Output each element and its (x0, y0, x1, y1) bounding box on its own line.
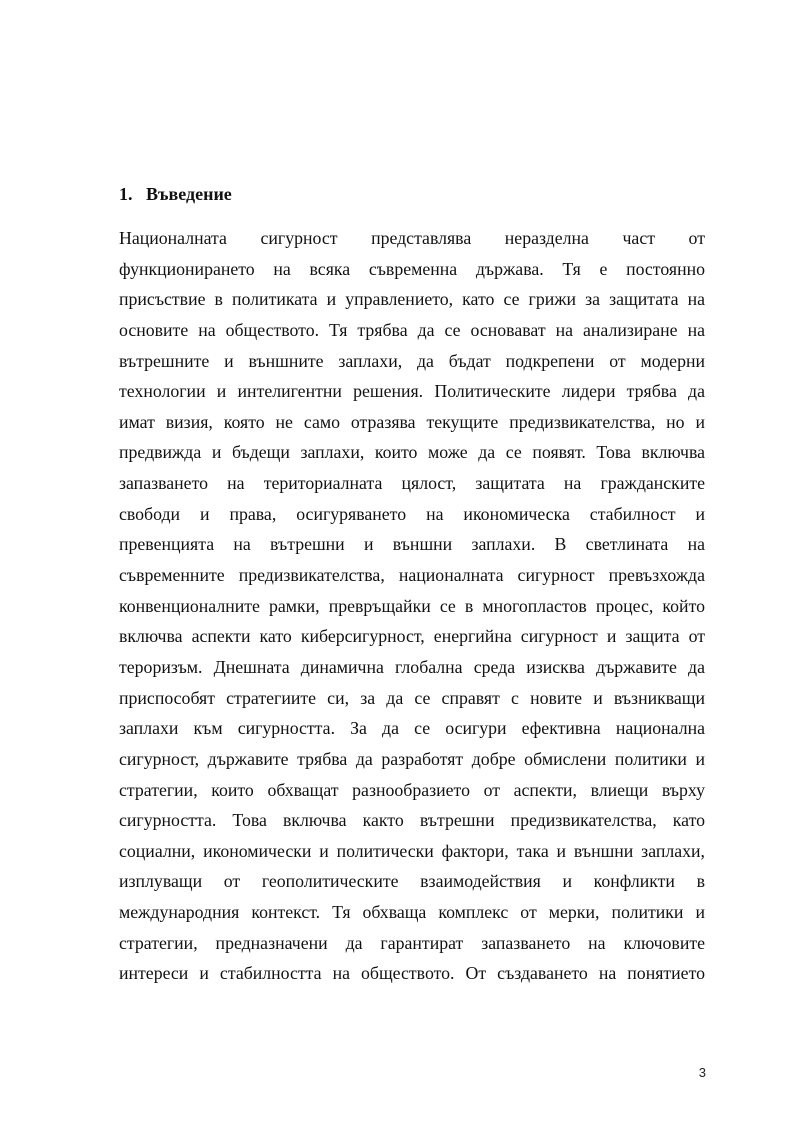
paragraph-line: стратегии, предназначени да гарантират запазването на ключовите (119, 932, 705, 953)
section-heading (119, 179, 232, 209)
paragraph-line: свободи и права, осигуряването на икономическа стабилност и (119, 503, 705, 524)
paragraph-line: основите на обществото. Тя трябва да се основават на анализиране на (119, 319, 705, 340)
body-paragraph (119, 223, 705, 989)
paragraph-line: присъствие в политиката и управлението, като се грижи за защитата на (119, 289, 705, 310)
paragraph-line: вътрешните и външните заплахи, да бъдат подкрепени от модерни (119, 350, 705, 371)
paragraph-line: заплахи към сигурността. За да се осигури ефективна национална (119, 718, 705, 739)
paragraph-line: технологии и интелигентни решения. Политическите лидери трябва да (119, 381, 705, 402)
page-number: 3 (698, 1065, 706, 1080)
paragraph-line: конвенционалните рамки, превръщайки се в многопластов процес, който (119, 595, 705, 616)
paragraph-line: функционирането на всяка съвременна държава. Тя е постоянно (119, 258, 705, 279)
paragraph-line: съвременните предизвикателства, националната сигурност превъзхожда (119, 565, 705, 586)
paragraph-line: сигурност, държавите трябва да разработят добре обмислени политики и (119, 748, 705, 769)
paragraph-line: предвижда и бъдещи заплахи, които може да се появят. Това включва (119, 442, 705, 463)
paragraph-line: тероризъм. Днешната динамична глобална среда изисква държавите да (119, 656, 705, 677)
paragraph-line: имат визия, която не само отразява текущите предизвикателства, но и (119, 411, 705, 432)
paragraph-line: включва аспекти като киберсигурност, енергийна сигурност и защита от (119, 626, 705, 647)
paragraph-line: интереси и стабилността на обществото. От създаването на понятието (119, 963, 705, 984)
paragraph-line: международния контекст. Тя обхваща комплекс от мерки, политики и (119, 902, 705, 923)
paragraph-line: превенцията на вътрешни и външни заплахи. В светлината на (119, 534, 705, 555)
paragraph-line: Националната сигурност представлява неразделна част от (119, 228, 705, 248)
paragraph-line: приспособят стратегиите си, за да се справят с новите и възникващи (119, 687, 705, 708)
paragraph-line: запазването на териториалната цялост, защитата на гражданските (119, 473, 705, 494)
paragraph-line: изплуващи от геополитическите взаимодействия и конфликти в (119, 871, 705, 892)
paragraph-line: социални, икономически и политически фактори, така и външни заплахи, (119, 840, 705, 861)
paragraph-line: сигурността. Това включва както вътрешни предизвикателства, като (119, 810, 705, 831)
section-title: Въведение (146, 184, 232, 204)
paragraph-line: стратегии, които обхващат разнообразието от аспекти, влиещи върху (119, 779, 705, 800)
section-number: 1. (119, 184, 133, 204)
